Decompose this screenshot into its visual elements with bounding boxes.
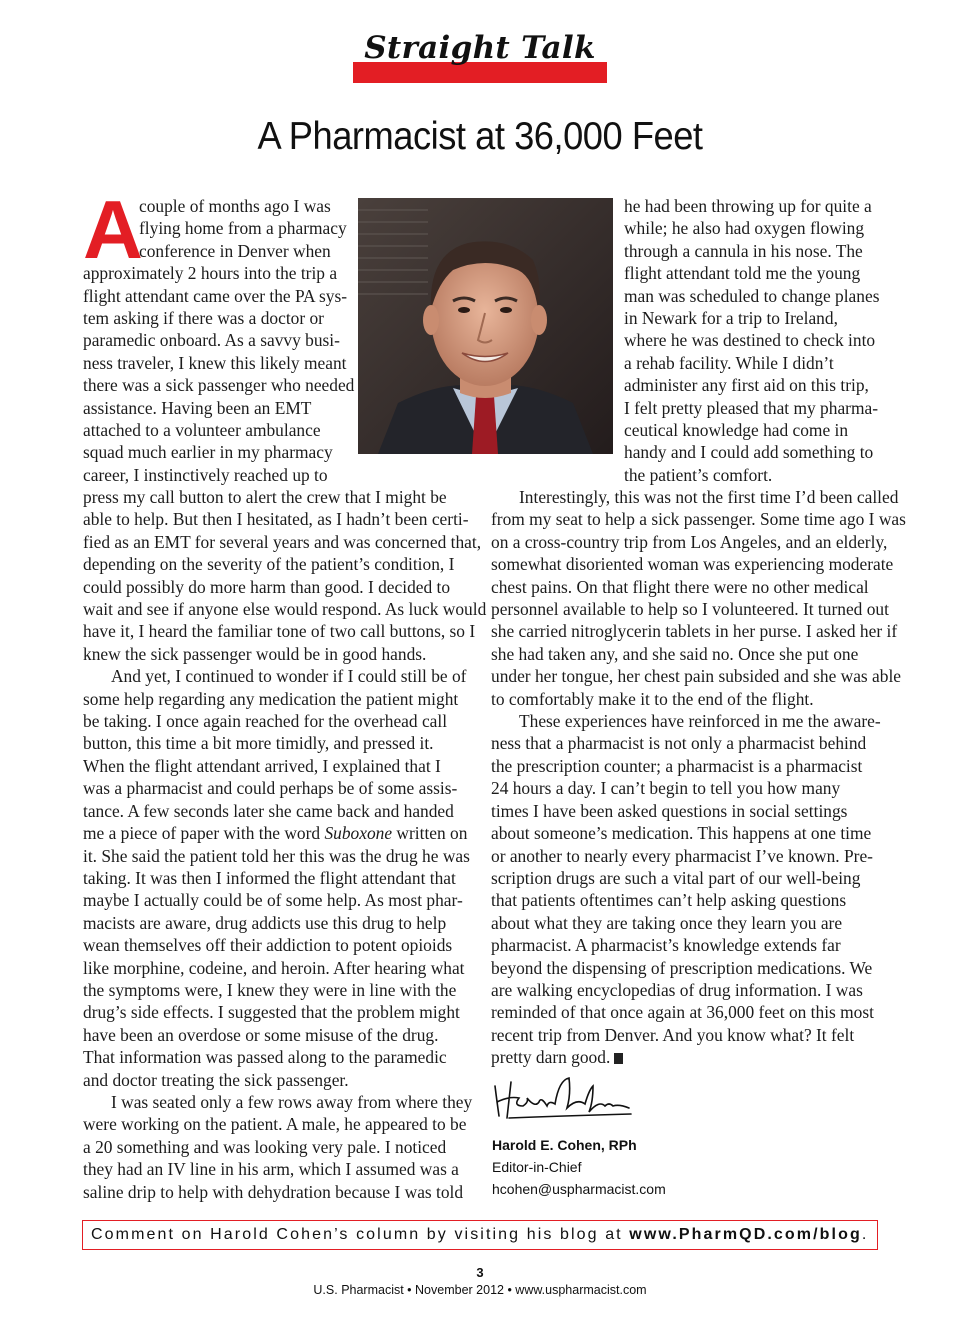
article-line: a rehab facility. While I didn’t: [624, 352, 834, 373]
article-line: I was seated only a few rows away from where they: [111, 1091, 473, 1112]
article-line: are walking encyclopedias of drug information. I was: [491, 979, 863, 1000]
article-line: couple of months ago I was: [139, 196, 331, 216]
article-line: he had been throwing up for quite a: [624, 196, 872, 216]
article-line: while; he also had oxygen flowing: [624, 218, 865, 239]
article-line: When the flight attendant arrived, I explained that I: [83, 755, 441, 776]
article-line: she had taken any, and she said no. Once she put one: [491, 643, 859, 664]
article-line: tem asking if there was a doctor or: [83, 308, 324, 329]
article-text-right-beside-photo: [624, 195, 884, 486]
article-line: approximately 2 hours into the trip a: [83, 263, 338, 284]
article-line: the prescription counter; a pharmacist is a pharmacist: [491, 755, 863, 776]
blog-link[interactable]: www.PharmQD.com/blog: [629, 1226, 862, 1243]
article-line: tance. A few seconds later she came back and handed: [83, 800, 454, 821]
article-line: taking. It was then I informed the flight attendant that: [83, 867, 456, 888]
article-line: wait and see if anyone else would respond. As luck would: [83, 599, 487, 620]
article-line: scription drugs are such a vital part of our well-being: [491, 867, 861, 888]
article-line: from my seat to help a sick passenger. Some time ago I was: [491, 509, 906, 530]
article-line: were working on the patient. A male, he appeared to be: [83, 1114, 467, 1135]
comment-end: .: [861, 1226, 869, 1243]
author-email[interactable]: hcohen@uspharmacist.com: [492, 1181, 666, 1197]
article-line: it. She said the patient told her this was the drug he was: [83, 845, 470, 866]
end-of-article-icon: [614, 1053, 623, 1064]
author-name: Harold E. Cohen, RPh: [492, 1137, 637, 1153]
article-text-left-column: [83, 486, 487, 1203]
article-line: could possibly do more harm than good. I decided to: [83, 576, 451, 597]
author-title: Editor-in-Chief: [492, 1159, 582, 1175]
article-line: ness traveler, I knew this likely meant: [83, 352, 347, 373]
article-line: handy and I could add something to: [624, 442, 874, 463]
article-line: paramedic onboard. As a savvy busi-: [83, 330, 340, 351]
article-line: under her tongue, her chest pain subsided and she was able: [491, 666, 902, 687]
article-line: I felt pretty pleased that my pharma-: [624, 397, 878, 418]
article-line: about what they are taking once they learn you are: [491, 912, 843, 933]
article-headline: A Pharmacist at 36,000 Feet: [257, 115, 703, 158]
article-line: pharmacist. A pharmacist’s knowledge extends far: [491, 935, 841, 956]
article-line: knew the sick passenger would be in good hands.: [83, 643, 427, 664]
comment-text-line: [91, 1226, 868, 1244]
article-line: administer any first aid on this trip,: [624, 375, 869, 396]
column-name: Straight Talk: [364, 30, 596, 66]
comment-text: Comment on Harold Cohen’s column by visiting his blog at: [91, 1226, 630, 1243]
article-line: some help regarding any medication the patient might: [83, 688, 459, 709]
article-line: attached to a volunteer ambulance: [83, 420, 321, 441]
article-line: ness that a pharmacist is not only a pharmacist behind: [491, 733, 867, 754]
signature-image: [489, 1072, 639, 1124]
article-line: depending on the severity of the patient’s condition, I: [83, 554, 455, 575]
article-line: conference in Denver when: [139, 240, 331, 261]
article-line: That information was passed along to the paramedic: [83, 1047, 447, 1068]
author-photo: [358, 198, 613, 454]
article-line: macists are aware, drug addicts use this drug to help: [83, 912, 447, 933]
article-line: pretty darn good.: [491, 1046, 883, 1068]
article-line: career, I instinctively reached up to: [83, 464, 328, 485]
article-line: in Newark for a trip to Ireland,: [624, 308, 838, 329]
article-line: was a pharmacist and could perhaps be of some assis-: [83, 778, 458, 799]
article-line: flight attendant came over the PA sys-: [83, 285, 348, 306]
article-line: a 20 something and was looking very pale. I noticed: [83, 1136, 447, 1157]
page-number: 3: [476, 1265, 484, 1280]
article-line: ceutical knowledge had come in: [624, 420, 849, 441]
article-line: flying home from a pharmacy: [139, 218, 347, 239]
article-line: or another to nearly every pharmacist I’ve known. Pre-: [491, 845, 873, 866]
article-line: 24 hours a day. I can’t begin to tell you how many: [491, 778, 841, 799]
article-line: fied as an EMT for several years and was concerned that,: [83, 531, 482, 552]
article-line: like morphine, codeine, and heroin. After hearing what: [83, 957, 465, 978]
article-line: squad much earlier in my pharmacy: [83, 442, 333, 463]
article-line: be taking. I once again reached for the overhead call: [83, 711, 448, 732]
article-line: assistance. Having been an EMT: [83, 397, 312, 418]
footer-line: U.S. Pharmacist • November 2012 • www.uspharmacist.com: [313, 1283, 647, 1297]
article-line: personnel available to help so I volunteered. It turned out: [491, 599, 889, 620]
article-line: where he was destined to check into: [624, 330, 876, 351]
comment-callout: [82, 1220, 878, 1250]
article-line: maybe I actually could be of some help. As most phar-: [83, 890, 463, 911]
drop-cap: A: [83, 183, 143, 276]
article-line: they had an IV line in his arm, which I assumed was a: [83, 1159, 459, 1180]
article-line: times I have been asked questions in social settings: [491, 800, 848, 821]
article-line: the patient’s comfort.: [624, 464, 773, 485]
article-line: flight attendant told me the young: [624, 263, 861, 284]
article-line: drug’s side effects. I suggested that the problem might: [83, 1002, 460, 1023]
article-line: to comfortably make it to the end of the flight.: [491, 688, 814, 709]
article-line: able to help. But then I hesitated, as I hadn’t been certi-: [83, 509, 469, 530]
article-line: that patients oftentimes can’t help asking questions: [491, 890, 847, 911]
column-banner: [353, 28, 607, 83]
article-line: recent trip from Denver. And you know what? It felt: [491, 1024, 855, 1045]
article-line: me a piece of paper with the word Suboxone written on: [83, 823, 468, 844]
article-line: saline drip to help with dehydration because I was told: [83, 1181, 464, 1202]
article-line: have it, I heard the familiar tone of two call buttons, so I: [83, 621, 476, 642]
article-line: the symptoms were, I knew they were in line with the: [83, 979, 457, 1000]
article-line: press my call button to alert the crew that I might be: [83, 487, 447, 507]
article-line: she carried nitroglycerin tablets in her purse. I asked her if: [491, 621, 898, 642]
article-line: on a cross-country trip from Los Angeles, and an elderly,: [491, 531, 888, 552]
article-line: chest pains. On that flight there were no other medical: [491, 576, 869, 597]
article-line: beyond the dispensing of prescription medications. We: [491, 957, 873, 978]
article-line: have been an overdose or some misuse of the drug.: [83, 1024, 439, 1045]
article-line: and doctor treating the sick passenger.: [83, 1069, 349, 1090]
article-line: about someone’s medication. This happens at one time: [491, 823, 872, 844]
article-line: button, this time a bit more timidly, and pressed it.: [83, 733, 434, 754]
article-line: reminded of that once again at 36,000 feet on this most: [491, 1002, 874, 1023]
article-text-left-beside-photo: [83, 183, 355, 486]
article-line: there was a sick passenger who needed: [83, 375, 355, 396]
article-line: And yet, I continued to wonder if I could still be of: [111, 666, 467, 687]
article-line: man was scheduled to change planes: [624, 285, 880, 306]
article-line: Interestingly, this was not the first time I’d been called: [519, 487, 899, 507]
article-text-right-column: [491, 486, 906, 1069]
drug-name: Suboxone: [324, 823, 393, 844]
article-line: wean themselves off their addiction to potent opioids: [83, 935, 453, 956]
article-line: through a cannula in his nose. The: [624, 240, 863, 261]
article-line: somewhat disoriented woman was experiencing moderate: [491, 554, 894, 575]
article-line: These experiences have reinforced in me the aware-: [519, 711, 881, 732]
